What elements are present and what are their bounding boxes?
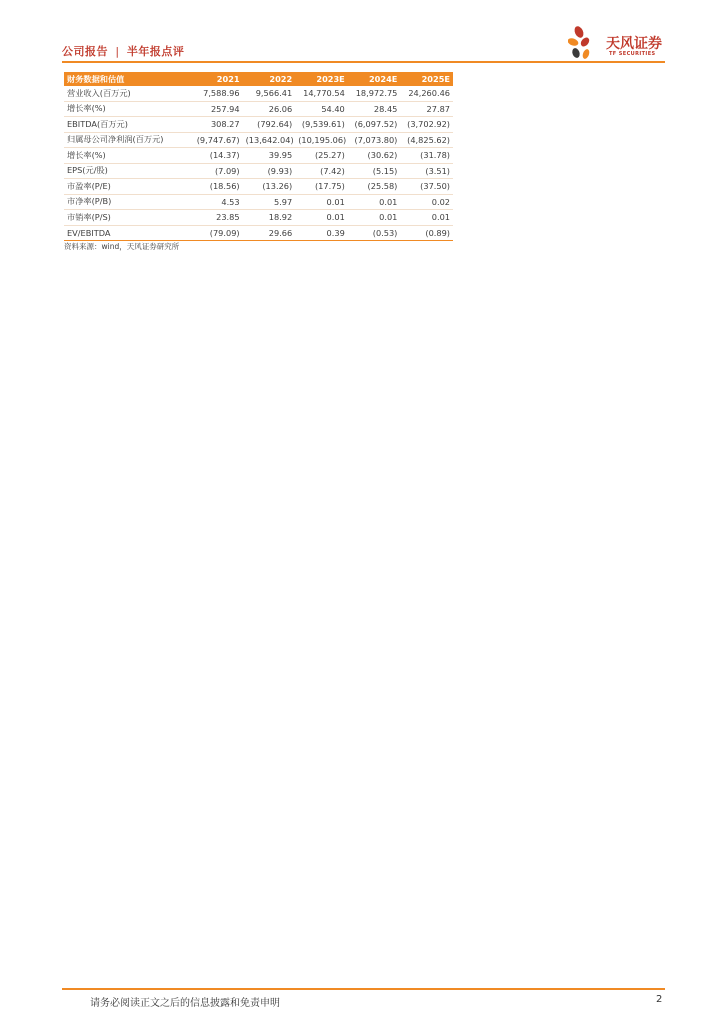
table-header <box>64 72 453 86</box>
value-cell: 5.97 <box>243 194 296 210</box>
value-cell: 18,972.75 <box>348 86 401 101</box>
value-cell: (18.56) <box>190 179 243 195</box>
value-cell: (9,747.67) <box>190 132 243 148</box>
value-cell: (25.27) <box>295 148 348 164</box>
value-cell: (7,073.80) <box>348 132 401 148</box>
value-cell: (10,195.06) <box>295 132 348 148</box>
value-cell: (7.09) <box>190 163 243 179</box>
value-cell: 27.87 <box>400 101 453 117</box>
header-cell-year: 2025E <box>400 72 453 86</box>
value-cell: 18.92 <box>243 210 296 226</box>
value-cell: 0.02 <box>400 194 453 210</box>
row-label: 市销率(P/S) <box>64 210 190 226</box>
value-cell: 4.53 <box>190 194 243 210</box>
row-label: 归属母公司净利润(百万元) <box>64 132 190 148</box>
table-row <box>64 117 453 133</box>
table-row <box>64 132 453 148</box>
value-cell: (3,702.92) <box>400 117 453 133</box>
table-row <box>64 86 453 101</box>
header-cell-year: 2023E <box>295 72 348 86</box>
footer-disclaimer: 请务必阅读正文之后的信息披露和免责申明 <box>90 998 280 1009</box>
value-cell: (0.53) <box>348 225 401 241</box>
flower-logo-icon <box>568 24 606 62</box>
row-label: 市净率(P/B) <box>64 194 190 210</box>
source-note: 资料来源：wind，天风证券研究所 <box>64 242 180 251</box>
value-cell: (79.09) <box>190 225 243 241</box>
value-cell: 29.66 <box>243 225 296 241</box>
value-cell: 26.06 <box>243 101 296 117</box>
header-cell-label: 财务数据和估值 <box>64 72 190 86</box>
value-cell: 308.27 <box>190 117 243 133</box>
table-row <box>64 163 453 179</box>
value-cell: (7.42) <box>295 163 348 179</box>
report-subtype: 半年报点评 <box>126 45 185 58</box>
report-type: 公司报告 <box>62 45 108 58</box>
footer-divider <box>62 988 665 990</box>
company-logo <box>568 24 668 62</box>
value-cell: 0.39 <box>295 225 348 241</box>
table-row <box>64 179 453 195</box>
value-cell: (17.75) <box>295 179 348 195</box>
value-cell: 14,770.54 <box>295 86 348 101</box>
table-row <box>64 210 453 226</box>
financial-valuation-table <box>64 72 453 241</box>
value-cell: 39.95 <box>243 148 296 164</box>
row-label: EBITDA(百万元) <box>64 117 190 133</box>
value-cell: (5.15) <box>348 163 401 179</box>
header-cell-year: 2021 <box>190 72 243 86</box>
table-row <box>64 194 453 210</box>
value-cell: (13.26) <box>243 179 296 195</box>
value-cell: (37.50) <box>400 179 453 195</box>
value-cell: 0.01 <box>400 210 453 226</box>
header-cell-year: 2022 <box>243 72 296 86</box>
table-row <box>64 148 453 164</box>
report-header <box>62 43 184 59</box>
value-cell: (31.78) <box>400 148 453 164</box>
value-cell: 9,566.41 <box>243 86 296 101</box>
table-row <box>64 101 453 117</box>
value-cell: 54.40 <box>295 101 348 117</box>
value-cell: (13,642.04) <box>243 132 296 148</box>
value-cell: 23.85 <box>190 210 243 226</box>
row-label: EV/EBITDA <box>64 225 190 241</box>
table-body <box>64 86 453 241</box>
page-number: 2 <box>656 994 663 1005</box>
table-row <box>64 225 453 241</box>
header-divider <box>62 61 665 63</box>
value-cell: (792.64) <box>243 117 296 133</box>
value-cell: 24,260.46 <box>400 86 453 101</box>
value-cell: (9,539.61) <box>295 117 348 133</box>
value-cell: (6,097.52) <box>348 117 401 133</box>
row-label: 营业收入(百万元) <box>64 86 190 101</box>
header-cell-year: 2024E <box>348 72 401 86</box>
row-label: 市盈率(P/E) <box>64 179 190 195</box>
row-label: 增长率(%) <box>64 101 190 117</box>
logo-name-en: TF SECURITIES <box>609 51 656 57</box>
value-cell: 28.45 <box>348 101 401 117</box>
value-cell: (25.58) <box>348 179 401 195</box>
value-cell: 257.94 <box>190 101 243 117</box>
value-cell: (30.62) <box>348 148 401 164</box>
logo-name-cn: 天风证券 <box>606 36 662 52</box>
row-label: EPS(元/股) <box>64 163 190 179</box>
value-cell: (14.37) <box>190 148 243 164</box>
value-cell: 0.01 <box>348 210 401 226</box>
row-label: 增长率(%) <box>64 148 190 164</box>
value-cell: 0.01 <box>295 210 348 226</box>
header-separator: | <box>115 45 120 58</box>
value-cell: (9.93) <box>243 163 296 179</box>
value-cell: (4,825.62) <box>400 132 453 148</box>
value-cell: 0.01 <box>295 194 348 210</box>
value-cell: 7,588.96 <box>190 86 243 101</box>
value-cell: 0.01 <box>348 194 401 210</box>
value-cell: (3.51) <box>400 163 453 179</box>
value-cell: (0.89) <box>400 225 453 241</box>
